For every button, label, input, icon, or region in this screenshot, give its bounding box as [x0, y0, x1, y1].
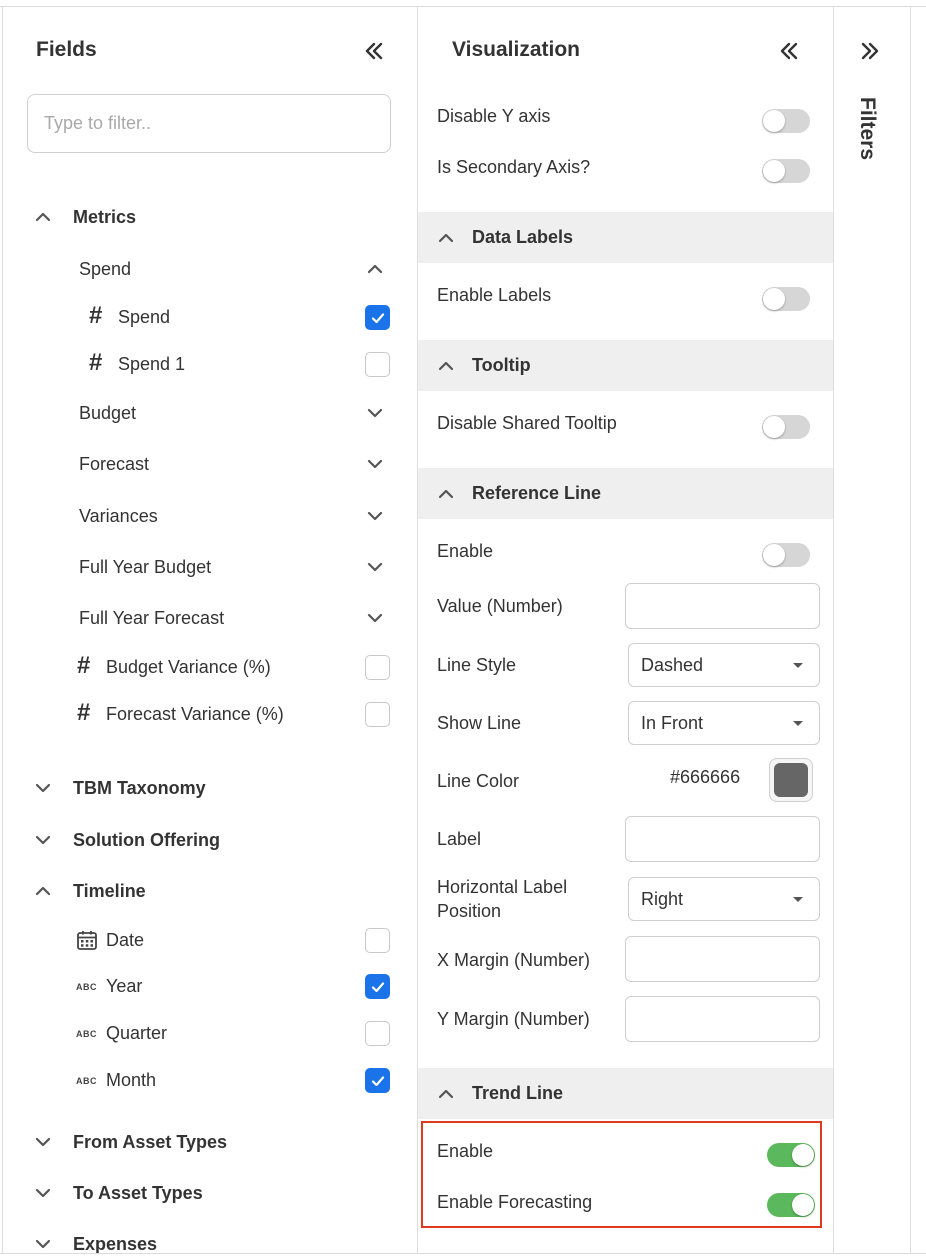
fields-panel-title: Fields	[36, 38, 97, 61]
disable-shared-tooltip-toggle[interactable]	[762, 415, 810, 439]
section-header-label: Tooltip	[472, 355, 531, 375]
visualization-panel-title: Visualization	[452, 38, 580, 61]
field-checkbox[interactable]	[365, 702, 390, 727]
category-label: Metrics	[73, 206, 137, 227]
group-label: Forecast	[79, 453, 150, 474]
category-metrics[interactable]	[3, 202, 417, 232]
chevron-down-icon	[365, 403, 385, 423]
chevron-down-icon	[365, 454, 385, 474]
category-label: From Asset Types	[73, 1131, 228, 1152]
visualization-panel	[418, 7, 833, 1253]
category-label: TBM Taxonomy	[73, 777, 206, 798]
collapse-visualization-button[interactable]	[776, 38, 802, 64]
field-checkbox[interactable]	[365, 305, 390, 330]
text-type-icon: ABC	[76, 1076, 97, 1086]
field-label: Date	[106, 929, 145, 950]
toggle-knob	[763, 544, 785, 566]
panel-divider	[910, 7, 911, 1253]
section-reference-line[interactable]	[418, 468, 833, 519]
expand-filters-button[interactable]	[857, 38, 883, 64]
field-filter-input[interactable]	[27, 94, 391, 153]
chevron-down-icon	[33, 830, 53, 850]
disable-shared-tooltip-label: Disable Shared Tooltip	[437, 413, 617, 433]
field-item-spend[interactable]	[3, 302, 417, 332]
caret-down-icon	[793, 663, 803, 668]
checkmark-icon	[370, 310, 386, 326]
calendar-icon	[76, 929, 98, 951]
category-expenses[interactable]	[3, 1229, 417, 1253]
category-label: Solution Offering	[73, 829, 220, 850]
show-line-label: Show Line	[437, 713, 522, 733]
chevron-down-icon	[33, 1234, 53, 1253]
value-number-label: Value (Number)	[437, 596, 563, 616]
enable-forecasting-toggle[interactable]	[767, 1193, 815, 1217]
secondary-axis-label: Is Secondary Axis?	[437, 157, 591, 177]
label-label: Label	[437, 829, 482, 849]
field-checkbox[interactable]	[365, 974, 390, 999]
horizontal-label-position-label-line1: Horizontal Label	[437, 877, 568, 897]
hash-icon: #	[77, 699, 91, 726]
field-label: Month	[106, 1069, 157, 1090]
category-timeline[interactable]	[3, 876, 417, 906]
select-value: Right	[641, 888, 684, 909]
chevron-up-icon	[365, 259, 385, 279]
chevron-down-icon	[33, 1132, 53, 1152]
y-margin-label: Y Margin (Number)	[437, 1009, 590, 1029]
group-label: Full Year Budget	[79, 556, 212, 577]
section-trend-line[interactable]	[418, 1068, 833, 1119]
field-item-forecast-variance[interactable]	[3, 699, 417, 729]
category-label: To Asset Types	[73, 1182, 203, 1203]
category-tbm-taxonomy[interactable]	[3, 773, 417, 803]
x-margin-input[interactable]	[625, 936, 820, 982]
chevron-up-icon	[436, 484, 456, 504]
caret-down-icon	[793, 897, 803, 902]
field-label: Budget Variance (%)	[106, 656, 271, 677]
field-item-spend-1[interactable]	[3, 349, 417, 379]
trend-enable-label: Enable	[437, 1141, 494, 1161]
hash-icon: #	[89, 349, 103, 376]
chevron-down-icon	[365, 506, 385, 526]
group-label: Full Year Forecast	[79, 607, 225, 628]
field-item-quarter[interactable]	[3, 1018, 417, 1048]
field-item-year[interactable]	[3, 971, 417, 1001]
chevron-up-icon	[436, 1084, 456, 1104]
toggle-knob	[792, 1194, 814, 1216]
line-style-label: Line Style	[437, 655, 517, 675]
line-style-select[interactable]	[628, 643, 820, 687]
field-checkbox[interactable]	[365, 928, 390, 953]
group-spend[interactable]	[3, 254, 417, 284]
reference-enable-toggle[interactable]	[762, 543, 810, 567]
value-number-input[interactable]	[625, 583, 820, 629]
enable-labels-label: Enable Labels	[437, 285, 552, 305]
panel-divider	[833, 7, 834, 1253]
checkmark-icon	[370, 979, 386, 995]
double-chevron-left-icon	[361, 38, 387, 64]
field-checkbox[interactable]	[365, 655, 390, 680]
group-label: Budget	[79, 402, 137, 423]
section-header-label: Data Labels	[472, 227, 574, 247]
hash-icon: #	[89, 302, 103, 329]
group-full-year-forecast[interactable]	[3, 603, 417, 633]
disable-y-axis-toggle[interactable]	[762, 109, 810, 133]
category-solution-offering[interactable]	[3, 825, 417, 855]
hash-icon: #	[77, 652, 91, 679]
disable-y-axis-label: Disable Y axis	[437, 106, 551, 126]
field-label: Spend 1	[118, 353, 186, 374]
horizontal-label-position-select[interactable]	[628, 877, 820, 921]
section-header-label: Trend Line	[472, 1083, 564, 1103]
trend-enable-toggle[interactable]	[767, 1143, 815, 1167]
double-chevron-left-icon	[776, 38, 802, 64]
group-label: Variances	[79, 505, 158, 526]
toggle-knob	[792, 1144, 814, 1166]
chevron-up-icon	[33, 881, 53, 901]
chevron-down-icon	[33, 778, 53, 798]
field-item-budget-variance[interactable]	[3, 652, 417, 682]
group-budget[interactable]	[3, 398, 417, 428]
checkmark-icon	[370, 1073, 386, 1089]
line-color-swatch[interactable]	[769, 758, 813, 802]
chevron-up-icon	[436, 228, 456, 248]
fields-panel	[3, 7, 417, 1253]
line-color-value: #666666	[670, 767, 741, 787]
toggle-knob	[763, 160, 785, 182]
chevron-up-icon	[436, 356, 456, 376]
reference-enable-label: Enable	[437, 541, 494, 561]
chevron-up-icon	[33, 207, 53, 227]
x-margin-label: X Margin (Number)	[437, 950, 591, 970]
chevron-down-icon	[365, 557, 385, 577]
field-item-date[interactable]	[3, 925, 417, 955]
toggle-knob	[763, 416, 785, 438]
category-from-asset-types[interactable]	[3, 1127, 417, 1157]
caret-down-icon	[793, 721, 803, 726]
select-value: Dashed	[641, 654, 704, 675]
field-checkbox[interactable]	[365, 1068, 390, 1093]
section-header-label: Reference Line	[472, 483, 602, 503]
field-checkbox[interactable]	[365, 352, 390, 377]
color-preview	[774, 763, 808, 797]
section-tooltip[interactable]	[418, 340, 833, 391]
double-chevron-right-icon	[857, 38, 883, 64]
filters-panel-title[interactable]: Filters	[856, 97, 879, 161]
group-variances[interactable]	[3, 501, 417, 531]
field-label: Year	[106, 975, 143, 996]
secondary-axis-toggle[interactable]	[762, 159, 810, 183]
field-label: Quarter	[106, 1022, 168, 1043]
horizontal-label-position-label-line2: Position	[437, 901, 502, 921]
toggle-knob	[763, 110, 785, 132]
section-data-labels[interactable]	[418, 212, 833, 263]
show-line-select[interactable]	[628, 701, 820, 745]
line-color-label: Line Color	[437, 771, 520, 791]
field-label: Spend	[118, 306, 171, 327]
category-to-asset-types[interactable]	[3, 1178, 417, 1208]
select-value: In Front	[641, 712, 704, 733]
chevron-down-icon	[365, 608, 385, 628]
frame-bottom-border	[0, 1253, 926, 1254]
category-label: Timeline	[73, 880, 146, 901]
group-forecast[interactable]	[3, 449, 417, 479]
text-type-icon: ABC	[76, 1029, 97, 1039]
group-full-year-budget[interactable]	[3, 552, 417, 582]
category-label: Expenses	[73, 1233, 158, 1253]
group-label: Spend	[79, 258, 132, 279]
label-input[interactable]	[625, 816, 820, 862]
field-item-month[interactable]	[3, 1065, 417, 1095]
enable-forecasting-label: Enable Forecasting	[437, 1192, 593, 1212]
y-margin-input[interactable]	[625, 996, 820, 1042]
toggle-knob	[763, 288, 785, 310]
enable-labels-toggle[interactable]	[762, 287, 810, 311]
field-checkbox[interactable]	[365, 1021, 390, 1046]
field-label: Forecast Variance (%)	[106, 703, 284, 724]
text-type-icon: ABC	[76, 982, 97, 992]
collapse-fields-button[interactable]	[361, 38, 387, 64]
chevron-down-icon	[33, 1183, 53, 1203]
